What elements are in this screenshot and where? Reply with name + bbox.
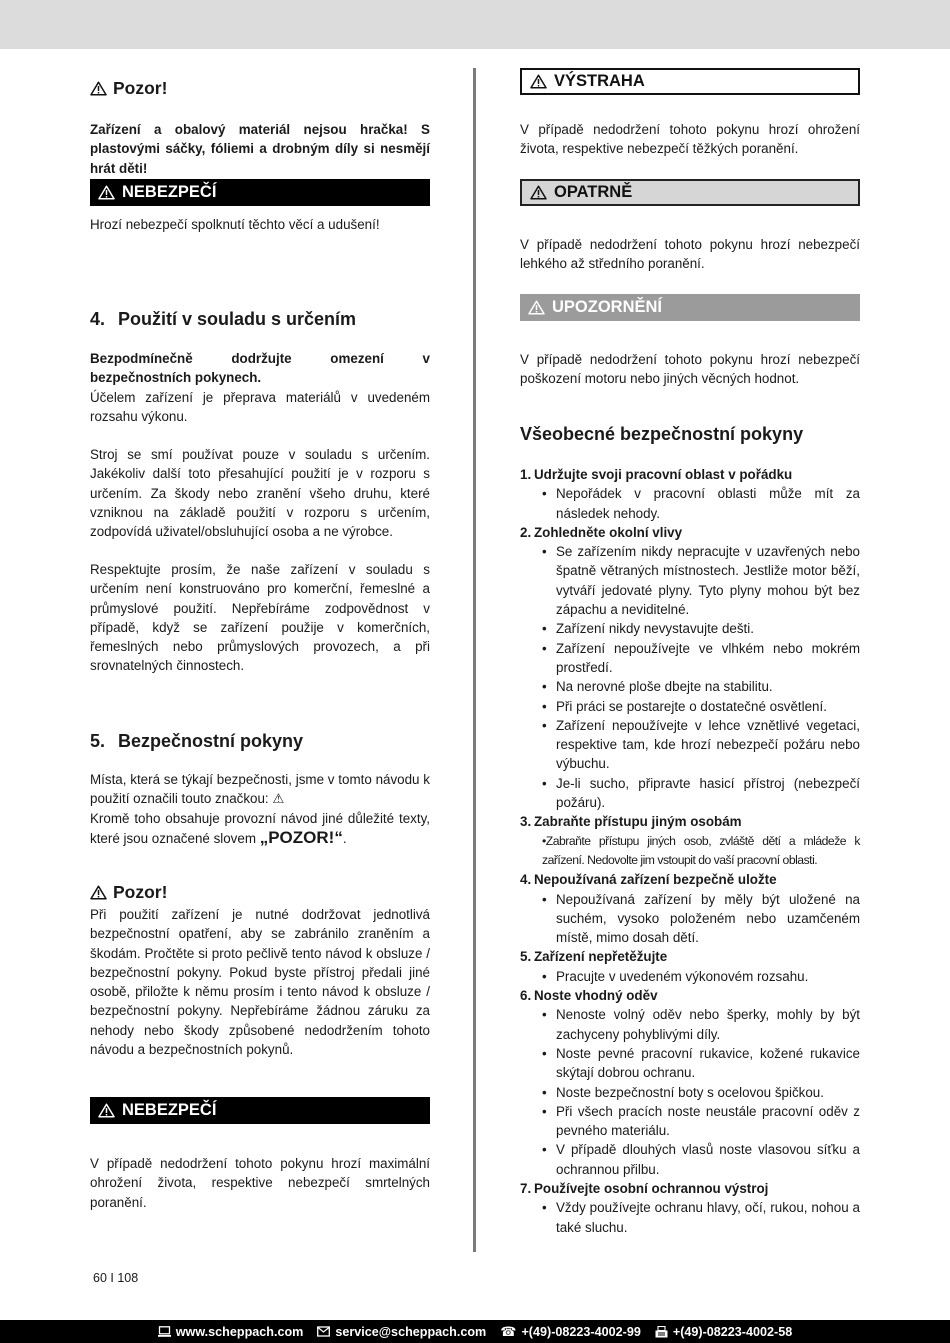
pozor-title: Pozor!: [113, 882, 168, 902]
list-item: • Se zařízením nikdy nepracujte v uzavřených nebo špatně větraných místnostech. Jestliže motor běží, vytváří jedovaté plyny. Tyto plyny mohou být bez zápachu a neviditelné.: [520, 542, 860, 619]
list-item: • Zařízení nepoužívejte ve vlhkém nebo mokrém prostředí.: [520, 639, 860, 678]
footer-fax-text: +(49)-08223-4002-58: [672, 1324, 793, 1339]
item-title: Zabraňte přístupu jiným osobám: [534, 814, 742, 830]
item-number: 6.: [520, 988, 532, 1004]
section-4-para-3: Respektujte prosím, že naše zařízení v souladu s určením není konstruováno pro komerční, řemeslné a průmyslové použití. Nepřebíráme zodpovědnost v případě, když se zařízení použije v komerčních, řemeslných nebo průmyslových provozech, a při srovnatelných činnostech.: [90, 562, 430, 674]
list-item: • Nepoužívaná zařízení by měly být uložené na suchém, vysoko položeném nebo uzamčeném místě, mimo dosah dětí.: [520, 890, 860, 948]
bullet-text: Pracujte v uvedeném výkonovém rozsahu.: [556, 968, 809, 984]
item-title: Nepoužívaná zařízení bezpečně uložte: [534, 872, 777, 888]
page-number: 60 I 108: [93, 1271, 139, 1285]
bullet-text: Nenoste volný oděv nebo šperky, mohly by být zachyceny pohyblivými díly.: [556, 1007, 860, 1042]
list-heading: [520, 870, 860, 889]
item-number: 4.: [520, 872, 532, 888]
item-number: 2.: [520, 524, 532, 540]
item-number: 1.: [520, 467, 532, 482]
warning-icon: [90, 885, 107, 900]
vystraha-banner: [520, 68, 860, 95]
top-band: [0, 0, 950, 49]
upozorneni-banner: [520, 294, 860, 321]
bullet-text: V případě dlouhých vlasů noste vlasovou síťku a ochrannou přilbu.: [556, 1142, 860, 1177]
bullet-text: Noste bezpečnostní boty s ocelovou špičkou.: [556, 1084, 824, 1100]
warning-icon: [98, 185, 115, 200]
list-item: [520, 832, 860, 871]
section-4-heading: [90, 309, 356, 330]
list-item: • Nenoste volný oděv nebo šperky, mohly by být zachyceny pohyblivými díly.: [520, 1005, 860, 1044]
bullet-text: Na nerovné ploše dbejte na stabilitu.: [556, 679, 773, 695]
list-item: • Pracujte v uvedeném výkonovém rozsahu.: [520, 967, 860, 986]
item-number: 5.: [520, 949, 532, 965]
list-item: • Zařízení nikdy nevystavujte dešti.: [520, 619, 860, 638]
pozor-keyword: „POZOR!“: [259, 828, 343, 848]
section-5-para-2: [90, 809, 430, 849]
text-part: Kromě toho obsahuje provozní návod jiné důležité texty, které jsou označené slovem: [90, 811, 430, 847]
item-title: Noste vhodný oděv: [534, 988, 658, 1004]
list-heading: [520, 812, 860, 831]
bullet-text: Zařízení nepoužívejte ve vlhkém nebo mokrém prostředí.: [556, 640, 860, 675]
footer-email-text: service@scheppach.com: [335, 1324, 487, 1339]
opatrne-label: OPATRNĚ: [554, 183, 633, 201]
item-number: 7.: [520, 1180, 532, 1196]
pozor-heading-1: [90, 78, 167, 99]
warning-icon: [90, 81, 107, 96]
footer-web-text: www.scheppach.com: [175, 1324, 304, 1339]
bullet-text: •Zabraňte přístupu jiných osob, zvláště dětí a mládeže k zařízení. Nedovolte jim vstoupit do vaší pracovní oblasti.: [542, 833, 860, 867]
pozor-text-1: Zařízení a obalový materiál nejsou hračka! S plastovými sáčky, fóliemi a drobným díly si nesmějí hrát děti!: [90, 122, 430, 176]
danger-text-2: V případě nedodržení tohoto pokynu hrozí maximální ohrožení života, respektive nebezpečí smrtelných poranění.: [90, 1156, 430, 1210]
list-item: • Na nerovné ploše dbejte na stabilitu.: [520, 677, 860, 696]
list-item: • Vždy používejte ochranu hlavy, očí, rukou, nohou a také sluchu.: [520, 1198, 860, 1237]
footer-phone-text: +(49)-08223-4002-99: [521, 1324, 641, 1339]
section-title: Použití v souladu s určením: [118, 309, 357, 329]
section-5-para-1: Místa, která se týkají bezpečnosti, jsme v tomto návodu k použití označili touto značkou: ⚠: [90, 772, 430, 807]
list-heading: [520, 523, 860, 542]
section-number: 4.: [90, 309, 106, 329]
footer-bar: [0, 1320, 950, 1343]
list-item: • Při práci se postarejte o dostatečné osvětlení.: [520, 697, 860, 716]
list-heading: [520, 465, 860, 484]
pozor-title: Pozor!: [113, 78, 168, 98]
fax-icon: [655, 1326, 668, 1338]
section-title: Bezpečnostní pokyny: [118, 731, 304, 751]
vystraha-label: VÝSTRAHA: [554, 72, 645, 90]
text-part: .: [342, 831, 347, 847]
section-4-para-2: Stroj se smí používat pouze v souladu s určením. Jakékoliv další toto přesahující použití je v rozporu s určením. Za škody nebo zranění všeho druhu, které vzniknou na základě použití v rozporu s určením, zodpovídá uživatel/obsluhující osoba a ne výrobce.: [90, 447, 430, 540]
footer-fax[interactable]: [655, 1325, 792, 1339]
list-item: • Při všech pracích noste neustále pracovní oděv z pevného materiálu.: [520, 1102, 860, 1141]
item-title: Zohledněte okolní vlivy: [534, 524, 683, 540]
section-4-para-1: Účelem zařízení je přeprava materiálů v uvedeném rozsahu výkonu.: [90, 390, 430, 425]
item-number: 3.: [520, 814, 532, 830]
item-title: Zařízení nepřetěžujte: [534, 949, 668, 965]
list-item: • Nepořádek v pracovní oblasti může mít za následek nehody.: [520, 484, 860, 523]
list-heading: [520, 986, 860, 1005]
bullet-text: Nepoužívaná zařízení by měly být uložené na suchém, vysoko položeném nebo uzamčeném místě, mimo dosah dětí.: [556, 891, 860, 946]
general-safety-heading: Všeobecné bezpečnostní pokyny: [520, 424, 804, 444]
list-item: • Noste bezpečnostní boty s ocelovou špičkou.: [520, 1083, 860, 1102]
list-heading: [520, 1179, 860, 1198]
list-item: • Je-li sucho, připravte hasicí přístroj (nebezpečí požáru).: [520, 774, 860, 813]
section-4-bold: Bezpodmínečně dodržujte omezení v bezpečnostních pokynech.: [90, 351, 430, 386]
bullet-text: Vždy používejte ochranu hlavy, očí, rukou, nohou a také sluchu.: [556, 1200, 860, 1235]
danger-banner-1: [90, 179, 430, 206]
opatrne-text: V případě nedodržení tohoto pokynu hrozí nebezpečí lehkého až středního poranění.: [520, 237, 860, 272]
mail-icon: [317, 1326, 330, 1337]
list-item: • Noste pevné pracovní rukavice, kožené rukavice skýtají dobrou ochranu.: [520, 1044, 860, 1083]
warning-icon: [530, 74, 547, 89]
item-title: Udržujte svoji pracovní oblast v pořádku: [534, 467, 793, 482]
bullet-text: Noste pevné pracovní rukavice, kožené rukavice skýtají dobrou ochranu.: [556, 1045, 860, 1081]
warning-icon: [98, 1103, 115, 1118]
danger-label: NEBEZPEČÍ: [122, 183, 217, 201]
footer-web[interactable]: [158, 1325, 304, 1339]
opatrne-banner: [520, 179, 860, 206]
bullet-text: Při práci se postarejte o dostatečné osvětlení.: [556, 698, 827, 714]
danger-label: NEBEZPEČÍ: [122, 1101, 217, 1119]
safety-list: [520, 465, 860, 1237]
column-divider: [473, 68, 476, 1252]
danger-banner-2: [90, 1097, 430, 1124]
section-number: 5.: [90, 731, 106, 751]
pozor-text-2: Při použití zařízení je nutné dodržovat jednotlivá bezpečnostní opatření, aby se zabránilo zraněním a škodám. Pročtěte si proto pečlivě tento návod k obsluze / bezpečnostní pokyny. Pokud byste přístroj předali jiné osobě, přiložte k němu prosím i tento návod k obsluze / bezpečnostní pokyny. Nepřebíráme žádnou záruku za nehody nebo škody způsobené nedodržením tohoto návodu a bezpečnostních pokynů.: [90, 907, 430, 1058]
bullet-text: Při všech pracích noste neustále pracovní oděv z pevného materiálu.: [556, 1103, 860, 1139]
bullet-text: Zařízení nikdy nevystavujte dešti.: [556, 621, 754, 637]
bullet-text: Se zařízením nikdy nepracujte v uzavřených nebo špatně větraných místnostech. Jestliže motor běží, vytváří jedovaté plyny. Tyto plyny mohou být bez zápachu a neviditelné.: [556, 544, 860, 618]
upozorneni-label: UPOZORNĚNÍ: [552, 298, 663, 316]
footer-phone[interactable]: [500, 1324, 641, 1340]
danger-text-1: Hrozí nebezpečí spolknutí těchto věcí a udušení!: [90, 217, 380, 232]
list-item: • V případě dlouhých vlasů noste vlasovou síťku a ochrannou přilbu.: [520, 1140, 860, 1179]
phone-icon: ☎: [500, 1323, 517, 1339]
bullet-text: Nepořádek v pracovní oblasti může mít za následek nehody.: [556, 486, 860, 521]
item-title: Používejte osobní ochrannou výstroj: [534, 1180, 769, 1196]
list-item: • Zařízení nepoužívejte v lehce vznětlivé vegetaci, respektive tam, kde hrozí nebezpečí požáru nebo výbuchu.: [520, 716, 860, 774]
pozor-heading-2: [90, 882, 167, 903]
vystraha-text: V případě nedodržení tohoto pokynu hrozí ohrožení života, respektive nebezpečí těžkých poranění.: [520, 122, 860, 157]
warning-icon: [528, 300, 545, 315]
warning-icon: [530, 185, 547, 200]
bullet-text: Zařízení nepoužívejte v lehce vznětlivé vegetaci, respektive tam, kde hrozí nebezpečí požáru nebo výbuchu.: [556, 717, 860, 772]
list-heading: [520, 947, 860, 966]
bullet-text: Je-li sucho, připravte hasicí přístroj (nebezpečí požáru).: [556, 775, 860, 811]
upozorneni-text: V případě nedodržení tohoto pokynu hrozí nebezpečí poškození motoru nebo jiných věcných hodnot.: [520, 352, 860, 387]
footer-email[interactable]: [317, 1325, 486, 1339]
computer-icon: [158, 1326, 171, 1337]
section-5-heading: [90, 731, 303, 752]
